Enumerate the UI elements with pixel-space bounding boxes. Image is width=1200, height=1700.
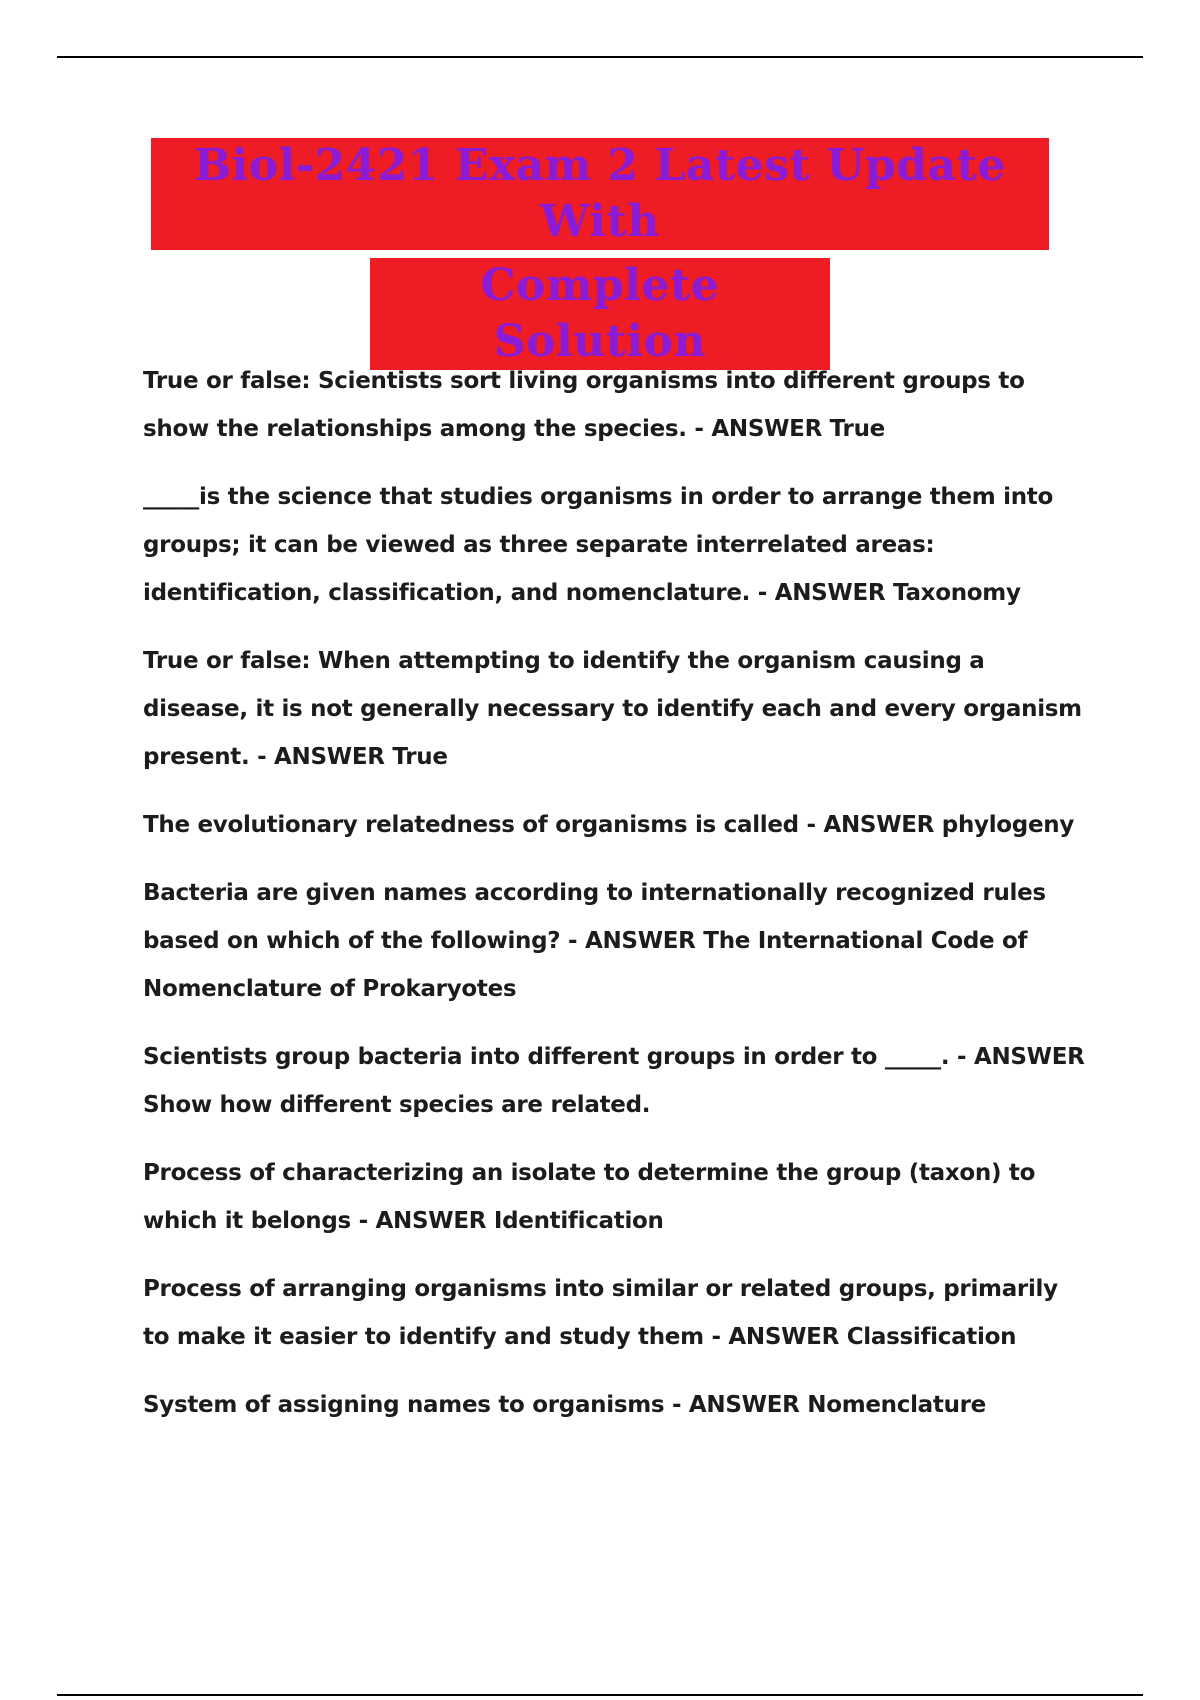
qa-item: Process of characterizing an isolate to determine the group (taxon) to which it belongs - ANSWER Identification: [143, 1160, 1036, 1234]
question-answer-list: [143, 357, 1088, 1449]
qa-item: The evolutionary relatedness of organisms is called - ANSWER phylogeny: [143, 812, 1075, 838]
qa-item: Bacteria are given names according to internationally recognized rules based on which of the following? - ANSWER The International Code of Nomenclature of Prokaryotes: [143, 880, 1046, 1002]
title-line-2: Complete Solution: [370, 258, 830, 370]
qa-item: True or false: When attempting to identify the organism causing a disease, it is not generally necessary to identify each and every organism present. - ANSWER True: [143, 648, 1082, 770]
qa-item: _____is the science that studies organisms in order to arrange them into groups; it can be viewed as three separate interrelated areas: identification, classification, and nomenclature. - ANSWER Taxonomy: [143, 484, 1054, 606]
document-title: [0, 138, 1200, 378]
qa-item: True or false: Scientists sort living organisms into different groups to show the relationships among the species. - ANSWER True: [143, 368, 1025, 442]
top-rule: [57, 56, 1143, 58]
bottom-rule: [57, 1694, 1143, 1696]
qa-item: Process of arranging organisms into similar or related groups, primarily to make it easier to identify and study them - ANSWER Classification: [143, 1276, 1058, 1350]
title-line-1: Biol-2421 Exam 2 Latest Update With: [151, 138, 1049, 250]
qa-item: System of assigning names to organisms - ANSWER Nomenclature: [143, 1392, 986, 1418]
qa-item: Scientists group bacteria into different groups in order to _____. - ANSWER Show how different species are related.: [143, 1044, 1085, 1118]
